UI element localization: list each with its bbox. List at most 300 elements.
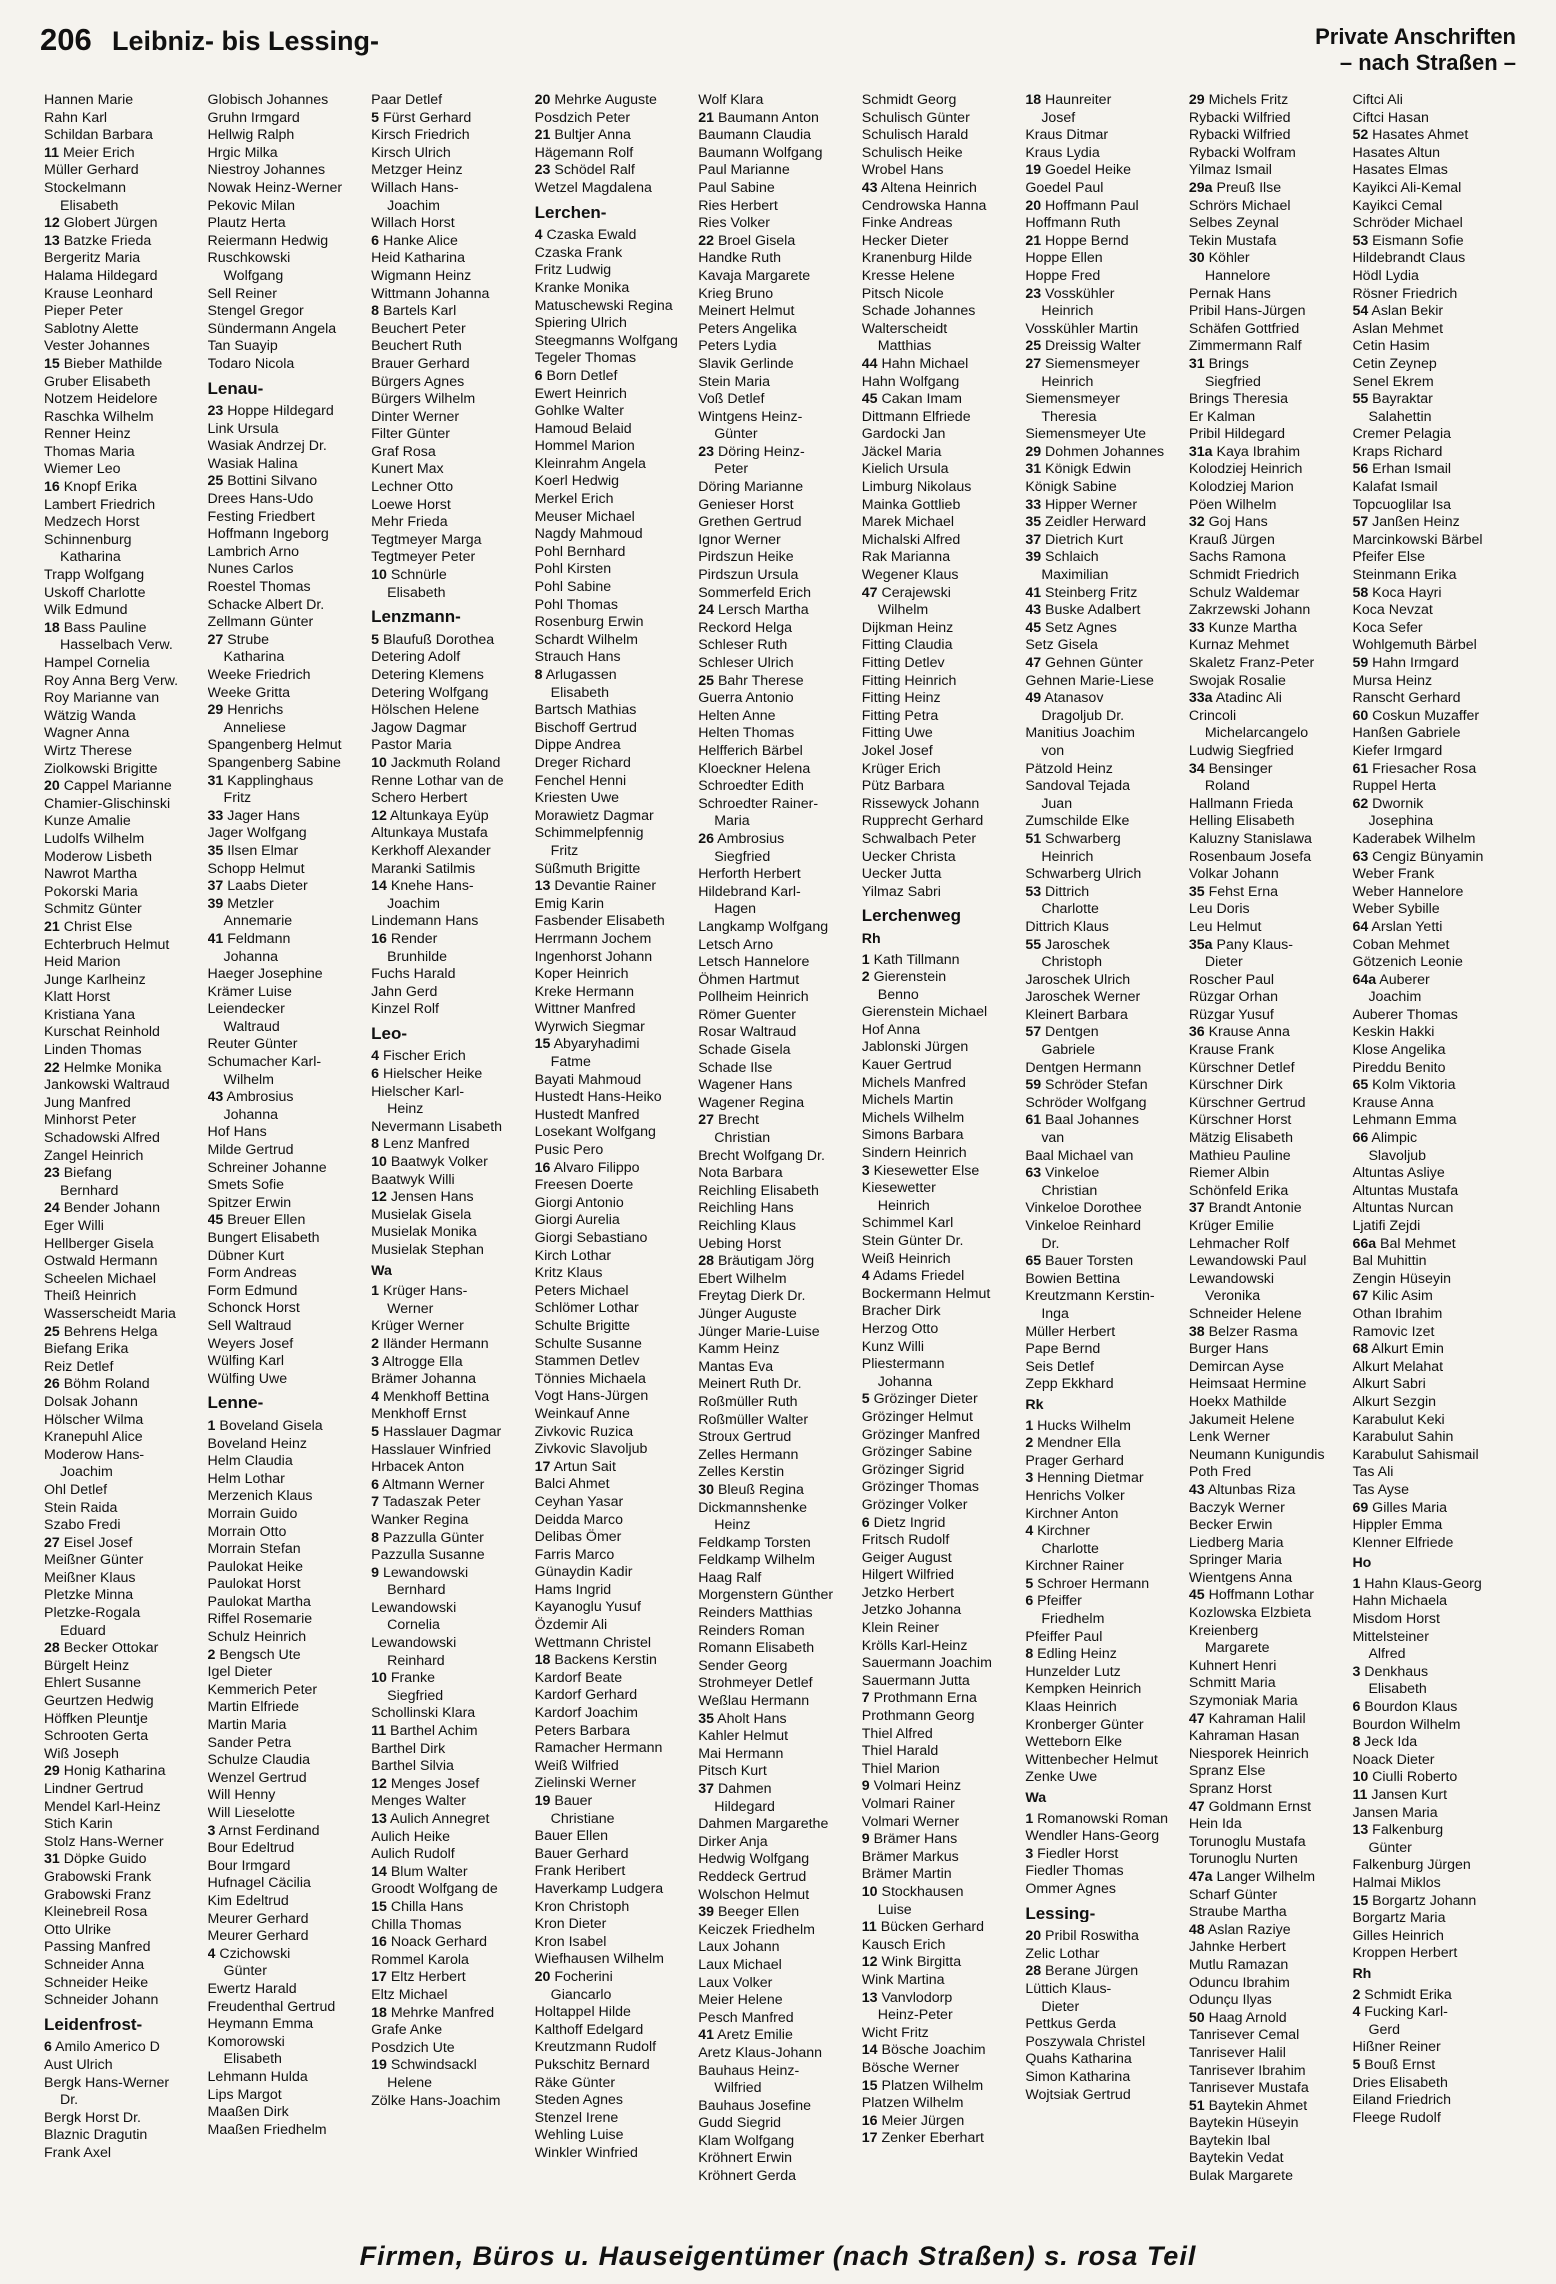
resident-entry: Stein Maria — [698, 373, 770, 390]
resident-entry: Ciftci Ali — [1352, 92, 1403, 108]
resident-entry: 13 Devantie Rainer — [534, 878, 657, 895]
resident-entry: Römer Guenter — [698, 1006, 796, 1023]
resident-entry: 19 Bauer — [534, 1793, 593, 1809]
resident-entry: Giorgi Aurelia — [534, 1212, 620, 1229]
house-number: 6 — [1025, 1593, 1034, 1610]
house-number: 3 — [207, 1822, 216, 1839]
resident-entry: Sandoval Tejada — [1025, 778, 1130, 795]
entry-continuation: Christoph — [1041, 954, 1103, 971]
resident-entry: Musielak Stephan — [371, 1242, 484, 1258]
resident-entry: Hecker Dieter — [861, 232, 949, 249]
resident-entry: Bauhaus Heinz- — [698, 2062, 800, 2079]
house-number: 2 — [861, 969, 870, 986]
resident-entry: 19 Schwindsackl — [371, 2057, 477, 2074]
resident-entry: Groodt Wolfgang de — [371, 1881, 498, 1898]
resident-entry: Tegeler Thomas — [534, 350, 637, 367]
resident-entry: Siemensmeyer — [1025, 391, 1120, 408]
resident-entry: 43 Altena Heinrich — [861, 179, 977, 196]
house-number: 57 — [1352, 514, 1369, 531]
resident-entry: Trapp Wolfgang — [44, 567, 145, 584]
resident-entry: 27 Brecht — [698, 1112, 759, 1129]
resident-entry: 12 Menges Josef — [371, 1775, 480, 1792]
resident-entry: Detering Wolfgang — [371, 684, 489, 701]
entry-continuation: Dieter — [1041, 1998, 1080, 2015]
resident-entry: 35a Pany Klaus- — [1188, 936, 1293, 953]
resident-entry: Grethen Gertrud — [698, 514, 802, 531]
resident-entry: Reichling Klaus — [698, 1218, 797, 1234]
resident-entry: Topcuoglilar Isa — [1352, 496, 1452, 513]
resident-entry: Peters Lydia — [698, 338, 777, 355]
resident-entry: 6 Pfeiffer — [1025, 1593, 1082, 1610]
house-number: 51 — [1025, 830, 1042, 847]
resident-entry: Wigmann Heinz — [371, 267, 472, 284]
resident-entry: 59 Schröder Stefan — [1025, 1077, 1148, 1094]
resident-entry: Krämer Luise — [207, 983, 292, 1000]
entry-continuation: Annemarie — [223, 913, 293, 930]
house-number: 65 — [1025, 1253, 1042, 1270]
resident-entry: Pukschitz Bernard — [534, 2056, 650, 2073]
resident-entry: 2 Iländer Hermann — [371, 1335, 489, 1352]
resident-entry: Pusic Pero — [534, 1142, 604, 1159]
house-number: 11 — [1352, 1787, 1368, 1803]
house-number: 28 — [44, 1640, 60, 1657]
house-number: 19 — [1025, 162, 1042, 179]
street-heading: Lerchen- — [534, 203, 607, 222]
resident-entry: 31 Brings — [1188, 355, 1249, 372]
resident-entry: Noack Dieter — [1352, 1751, 1435, 1768]
resident-entry: Reinders Matthias — [698, 1605, 813, 1622]
resident-entry: Kahler Helmut — [698, 1728, 789, 1745]
resident-entry: 62 Dwornik — [1352, 795, 1424, 812]
house-number: 13 — [44, 232, 60, 249]
house-number: 20 — [1025, 197, 1042, 214]
house-number: 29 — [1025, 443, 1042, 460]
house-number: 10 — [371, 1154, 387, 1171]
resident-entry: Alkurt Sezgin — [1352, 1393, 1437, 1410]
resident-entry: Tekin Mustafa — [1188, 232, 1277, 249]
entry-continuation: van — [1041, 1130, 1065, 1147]
resident-entry: Stammen Detlev — [534, 1353, 640, 1370]
resident-entry: Kriesten Uwe — [534, 790, 620, 807]
resident-entry: Leu Doris — [1188, 901, 1250, 918]
resident-entry: 1 Hucks Wilhelm — [1025, 1417, 1131, 1434]
resident-entry: Meuser Michael — [534, 508, 635, 525]
resident-entry: Aulich Heike — [371, 1828, 450, 1845]
house-number: 67 — [1352, 1288, 1369, 1305]
resident-entry: Königk Sabine — [1025, 479, 1117, 496]
resident-entry: 68 Alkurt Emin — [1352, 1341, 1444, 1358]
resident-entry: Beuchert Peter — [371, 320, 466, 337]
resident-entry: 53 Eismann Sofie — [1352, 232, 1464, 249]
resident-entry: 61 Baal Johannes — [1025, 1112, 1139, 1129]
resident-entry: Tas Ali — [1352, 1464, 1394, 1481]
resident-entry: Oduncu Ibrahim — [1188, 1974, 1290, 1991]
resident-entry: Mathieu Pauline — [1188, 1147, 1291, 1164]
house-number: 35a — [1188, 936, 1213, 953]
resident-entry: 65 Kolm Viktoria — [1352, 1077, 1456, 1094]
house-number: 13 — [861, 1989, 878, 2006]
resident-entry: Stenzel Irene — [534, 2109, 619, 2126]
resident-entry: Hasates Altun — [1352, 144, 1440, 161]
house-number: 1 — [861, 951, 870, 968]
resident-entry: 6 Bourdon Klaus — [1352, 1699, 1458, 1716]
resident-entry: Bour Edeltrud — [207, 1840, 295, 1857]
resident-entry: 22 Broel Gisela — [698, 232, 796, 249]
resident-entry: 18 Mehrke Manfred — [371, 2004, 495, 2021]
resident-entry: Jagow Dagmar — [371, 719, 467, 736]
resident-entry: Schrooten Gerta — [44, 1728, 149, 1745]
resident-entry: 24 Bender Johann — [44, 1200, 160, 1217]
house-number: 1 — [1025, 1810, 1034, 1827]
house-number: 37 — [1025, 531, 1042, 548]
resident-entry: Sell Reiner — [207, 285, 277, 302]
house-number: 6 — [1352, 1699, 1361, 1716]
resident-entry: Rommel Karola — [371, 1951, 469, 1968]
resident-entry: 3 Altrogge Ella — [371, 1353, 463, 1370]
entry-continuation: Friedhelm — [1041, 1611, 1105, 1628]
entry-continuation: von — [1041, 742, 1065, 759]
entry-continuation: Juan — [1041, 795, 1073, 812]
resident-entry: Torunoglu Nurten — [1188, 1851, 1298, 1868]
resident-entry: Schroedter Rainer- — [698, 795, 819, 812]
resident-entry: Wittmann Johanna — [371, 285, 490, 302]
resident-entry: Dickmannshenke — [698, 1499, 808, 1516]
house-number: 7 — [371, 1494, 379, 1511]
house-number: 1 — [1352, 1575, 1361, 1592]
resident-entry: Schönfeld Erika — [1188, 1182, 1289, 1199]
resident-entry: Kolodziej Heinrich — [1188, 461, 1303, 478]
resident-entry: Zivkovic Slavoljub — [534, 1441, 648, 1458]
house-number: 31a — [1188, 443, 1213, 460]
house-number: 47a — [1188, 1868, 1213, 1885]
resident-entry: 4 Czaska Ewald — [534, 227, 637, 244]
resident-entry: Zumschilde Elke — [1025, 813, 1130, 830]
house-number: 6 — [534, 367, 543, 384]
resident-entry: Hams Ingrid — [534, 1581, 612, 1598]
resident-entry: Morgenstern Günther — [698, 1587, 834, 1604]
resident-entry: Kraus Lydia — [1025, 144, 1100, 161]
resident-entry: 51 Schwarberg — [1025, 830, 1121, 847]
resident-entry: Kavaja Margarete — [698, 267, 811, 284]
resident-entry: Marek Michael — [861, 514, 955, 531]
resident-entry: Ziolkowski Brigitte — [44, 760, 158, 777]
resident-entry: Yilmaz Sabri — [861, 883, 941, 900]
resident-entry: 3 Kiesewetter Else — [861, 1162, 980, 1179]
house-number: 16 — [371, 930, 387, 947]
resident-entry: Thiel Alfred — [861, 1725, 933, 1742]
house-number: 8 — [371, 303, 379, 320]
resident-entry: 26 Böhm Roland — [44, 1376, 150, 1393]
resident-entry: Voß Detlef — [698, 391, 765, 408]
house-number: 45 — [1025, 619, 1042, 636]
house-number: 61 — [1025, 1112, 1042, 1129]
house-number: 15 — [534, 1036, 551, 1053]
resident-entry: 16 Alvaro Filippo — [534, 1159, 640, 1176]
resident-entry: Linden Thomas — [44, 1042, 142, 1059]
resident-entry: Kröhnert Gerda — [698, 2168, 797, 2185]
house-number: 10 — [371, 1670, 387, 1687]
resident-entry: Ramacher Hermann — [534, 1740, 663, 1757]
resident-entry: Ries Herbert — [698, 197, 778, 214]
resident-entry: Hustedt Hans-Heiko — [534, 1089, 662, 1106]
resident-entry: Kreutzmann Rudolf — [534, 2039, 657, 2056]
house-number: 18 — [534, 1652, 551, 1669]
resident-entry: Ruschkowski — [207, 250, 291, 267]
column-8 — [1189, 92, 1347, 2242]
resident-entry: 4 Adams Friedel — [861, 1268, 965, 1285]
resident-entry: Graf Rosa — [371, 443, 436, 460]
resident-entry: Rosenbaum Josefa — [1188, 848, 1312, 865]
resident-entry: Jaroschek Werner — [1025, 989, 1141, 1006]
resident-entry: Grafe Anke — [371, 2022, 443, 2039]
resident-entry: Riemer Albin — [1188, 1165, 1270, 1182]
resident-entry: Rybacki Wilfried — [1188, 127, 1291, 144]
house-number: 49 — [1025, 690, 1042, 707]
resident-entry: Paul Marianne — [698, 162, 790, 179]
resident-entry: Lenk Werner — [1188, 1429, 1270, 1446]
house-number: 39 — [1025, 549, 1042, 566]
resident-entry: 4 Fucking Karl- — [1352, 2004, 1448, 2021]
resident-entry: Chamier-Glischinski — [44, 795, 171, 812]
resident-entry: 39 Schlaich — [1025, 549, 1099, 566]
resident-entry: Pliestermann — [861, 1356, 945, 1373]
resident-entry: Torunoglu Mustafa — [1188, 1833, 1306, 1850]
resident-entry: Detering Adolf — [371, 649, 461, 666]
resident-entry: Wittner Manfred — [534, 1001, 636, 1018]
resident-entry: 22 Helmke Monika — [44, 1059, 162, 1076]
resident-entry: Kielich Ursula — [861, 461, 949, 478]
resident-entry: Pletzke Minna — [44, 1587, 134, 1604]
resident-entry: Hödl Lydia — [1352, 267, 1419, 284]
resident-entry: Brämer Martin — [861, 1866, 952, 1883]
resident-entry: Koper Heinrich — [534, 966, 629, 983]
resident-entry: Wientgens Anna — [1188, 1569, 1293, 1586]
resident-entry: Zimmermann Ralf — [1188, 338, 1302, 355]
resident-entry: Rak Marianna — [861, 549, 951, 566]
resident-entry: Coban Mehmet — [1352, 936, 1450, 953]
entry-continuation: Inga — [1041, 1305, 1069, 1322]
house-number: 3 — [1025, 1845, 1034, 1862]
resident-entry: Reiermann Hedwig — [207, 232, 329, 249]
resident-entry: Odunçu Ilyas — [1188, 1992, 1272, 2009]
house-number: 19 — [371, 2057, 387, 2074]
resident-entry: Bergk Hans-Werner — [44, 2074, 170, 2091]
resident-entry: Räke Günter — [534, 2074, 616, 2091]
house-number: 14 — [371, 878, 387, 895]
resident-entry: Kristiana Yana — [44, 1006, 135, 1023]
entry-continuation: Katharina — [223, 649, 285, 666]
resident-entry: Jetzko Johanna — [861, 1602, 962, 1619]
resident-entry: 31 Kapplinghaus — [207, 772, 314, 789]
resident-entry: Günaydin Kadir — [534, 1564, 633, 1581]
resident-entry: 8 Edling Heinz — [1025, 1646, 1117, 1663]
resident-entry: 23 Biefang — [44, 1165, 112, 1182]
resident-entry: Jetzko Herbert — [861, 1584, 955, 1601]
resident-entry: Rüzgar Yusuf — [1188, 1006, 1274, 1023]
resident-entry: 45 Setz Agnes — [1025, 619, 1117, 636]
resident-entry: Riffel Rosemarie — [207, 1611, 313, 1628]
resident-entry: 15 Borgartz Johann — [1352, 1892, 1477, 1909]
resident-entry: 55 Bayraktar — [1352, 391, 1433, 408]
resident-entry: Pletzke-Rogala — [44, 1605, 141, 1622]
resident-entry: Schollinski Klara — [371, 1705, 476, 1722]
resident-entry: Swojak Rosalie — [1188, 672, 1286, 689]
resident-entry: Grözinger Sigrid — [861, 1461, 965, 1478]
resident-entry: Rosenburg Erwin — [534, 614, 644, 631]
resident-entry: Heimsaat Hermine — [1188, 1376, 1307, 1393]
house-number: 68 — [1352, 1341, 1369, 1358]
entry-continuation: Joachim — [387, 197, 440, 214]
resident-entry: Zelic Lothar — [1025, 1945, 1100, 1962]
resident-entry: Schade Gisela — [698, 1042, 791, 1059]
resident-entry: Müller Herbert — [1025, 1323, 1116, 1340]
resident-entry: Mätzig Elisabeth — [1188, 1130, 1293, 1147]
resident-entry: Spiering Ulrich — [534, 315, 627, 332]
resident-entry: Schmitt Maria — [1188, 1675, 1276, 1692]
resident-entry: Will Lieselotte — [207, 1805, 296, 1821]
resident-entry: Schrörs Michael — [1188, 197, 1291, 214]
resident-entry: Paulokat Horst — [207, 1576, 301, 1593]
resident-entry: Rupprecht Gerhard — [861, 813, 984, 830]
resident-entry: Prager Gerhard — [1025, 1452, 1124, 1469]
resident-entry: Vinkeloe Dorothee — [1025, 1200, 1142, 1217]
house-number: 16 — [371, 1934, 387, 1951]
resident-entry: Maaßen Friedhelm — [207, 2121, 327, 2138]
resident-entry: 45 Hoffmann Lothar — [1188, 1587, 1315, 1604]
entry-continuation: Bernhard — [60, 1182, 119, 1199]
resident-entry: 15 Bieber Mathilde — [44, 355, 163, 372]
resident-entry: Schneider Helene — [1188, 1305, 1302, 1322]
resident-entry: Otto Ulrike — [44, 1921, 112, 1938]
resident-entry: Michels Martin — [861, 1092, 954, 1109]
resident-entry: Hahn Michaela — [1352, 1593, 1448, 1610]
resident-entry: 14 Knehe Hans- — [371, 878, 474, 895]
resident-entry: Wätzig Wanda — [44, 707, 136, 724]
house-number: 4 — [371, 1048, 379, 1065]
entry-continuation: Elisabeth — [387, 584, 446, 601]
resident-entry: Globisch Johannes — [207, 92, 329, 108]
resident-entry: Sauermann Jutta — [861, 1672, 970, 1689]
resident-entry: 47 Cerajewski — [861, 584, 951, 601]
entry-continuation: Slavoljub — [1368, 1147, 1427, 1164]
resident-entry: Nota Barbara — [698, 1165, 783, 1182]
resident-entry: Wagener Hans — [698, 1077, 793, 1094]
resident-entry: Burger Hans — [1188, 1341, 1269, 1358]
resident-entry: Pfeifer Else — [1352, 549, 1425, 566]
entry-continuation: Heinrich — [1041, 848, 1094, 865]
resident-entry: 12 Altunkaya Eyüp — [371, 807, 489, 824]
resident-entry: Cetin Zeynep — [1352, 355, 1437, 372]
house-number: 43 — [1188, 1481, 1205, 1498]
resident-entry: Haag Ralf — [698, 1569, 762, 1586]
resident-entry: Beuchert Ruth — [371, 338, 462, 355]
resident-entry: 29 Henrichs — [207, 702, 284, 719]
resident-entry: Poth Fred — [1188, 1464, 1252, 1481]
resident-entry: Morrain Stefan — [207, 1541, 301, 1558]
house-number: 2 — [207, 1646, 216, 1663]
resident-entry: Junge Karlheinz — [44, 971, 146, 988]
house-number: 64 — [1352, 918, 1369, 935]
resident-entry: Schwalbach Peter — [861, 830, 977, 847]
resident-entry: Schero Herbert — [371, 790, 468, 807]
resident-entry: Mittelsteiner — [1352, 1628, 1429, 1645]
resident-entry: Moderow Lisbeth — [44, 848, 153, 865]
house-number: 50 — [1188, 2009, 1205, 2026]
resident-entry: 27 Siemensmeyer — [1025, 355, 1140, 372]
resident-entry: Tegtmeyer Marga — [371, 531, 482, 548]
resident-entry: 7 Tadaszak Peter — [371, 1494, 481, 1511]
resident-entry: Uskoff Charlotte — [44, 584, 146, 601]
resident-entry: Ranscht Gerhard — [1352, 690, 1461, 707]
entry-continuation: Katharina — [60, 549, 121, 566]
resident-entry: 29 Michels Fritz — [1188, 92, 1289, 108]
house-number: 2 — [1025, 1435, 1034, 1452]
resident-entry: Götzenich Leonie — [1352, 954, 1463, 971]
house-number: 54 — [1352, 303, 1369, 320]
resident-entry: Weeke Gritta — [207, 684, 291, 701]
resident-entry: Morrain Guido — [207, 1505, 298, 1522]
resident-entry: Michels Wilhelm — [861, 1109, 965, 1126]
resident-entry: Kürschner Detlef — [1188, 1059, 1295, 1076]
entry-continuation: Fritz — [550, 842, 579, 859]
resident-entry: Karabulut Sahismail — [1352, 1446, 1479, 1463]
resident-entry: 11 Barthel Achim — [371, 1723, 478, 1740]
resident-entry: Brings Theresia — [1188, 391, 1288, 408]
house-number: 12 — [44, 215, 60, 232]
resident-entry: Bösche Werner — [861, 2059, 960, 2076]
resident-entry: Passing Manfred — [44, 1939, 151, 1956]
resident-entry: Pohl Thomas — [534, 596, 618, 613]
resident-entry: Pöen Wilhelm — [1188, 496, 1277, 513]
resident-entry: Kerkhoff Alexander — [371, 842, 491, 859]
house-number: 41 — [1025, 584, 1042, 601]
house-number: 41 — [207, 930, 224, 947]
resident-entry: Weiß Heinrich — [861, 1250, 951, 1267]
house-number: 6 — [861, 1514, 870, 1531]
entry-continuation: Hagen — [714, 901, 757, 918]
resident-entry: 43 Altunbas Riza — [1188, 1481, 1296, 1498]
resident-entry: Hoffmann Ruth — [1025, 215, 1121, 232]
resident-entry: Jünger Auguste — [698, 1305, 797, 1322]
resident-entry: 5 Grözinger Dieter — [861, 1391, 978, 1408]
house-number: 6 — [371, 232, 379, 249]
resident-entry: Finke Andreas — [861, 215, 953, 232]
resident-entry: Roy Anna Berg Verw. — [44, 672, 179, 689]
resident-entry: Auberer Thomas — [1352, 1006, 1458, 1023]
resident-entry: Klaas Heinrich — [1025, 1699, 1117, 1716]
section-title-line2: – nach Straßen – — [1339, 50, 1516, 75]
resident-entry: Freesen Doerte — [534, 1177, 634, 1194]
resident-entry: Bayati Mahmoud — [534, 1071, 642, 1088]
house-number: 58 — [1352, 584, 1369, 601]
entry-continuation: Anneliese — [223, 719, 286, 736]
house-number: 36 — [1188, 1024, 1205, 1041]
resident-entry: Limburg Nikolaus — [861, 479, 972, 496]
house-number: 6 — [371, 1066, 379, 1083]
resident-entry: Demircan Ayse — [1188, 1358, 1285, 1375]
resident-entry: 48 Aslan Raziye — [1188, 1921, 1291, 1938]
resident-entry: Zangel Heinrich — [44, 1147, 144, 1164]
resident-entry: Rybacki Wilfried — [1188, 109, 1291, 126]
resident-entry: 55 Jaroschek — [1025, 936, 1110, 953]
resident-entry: Hellwig Ralph — [207, 127, 295, 144]
resident-entry: 33 Kunze Martha — [1188, 619, 1297, 636]
resident-entry: Lehmann Emma — [1352, 1112, 1457, 1129]
resident-entry: Kröhnert Erwin — [698, 2150, 793, 2167]
house-number: 3 — [861, 1162, 870, 1179]
resident-entry: Weber Sybille — [1352, 901, 1440, 918]
entry-continuation: Wolfgang — [223, 267, 284, 284]
